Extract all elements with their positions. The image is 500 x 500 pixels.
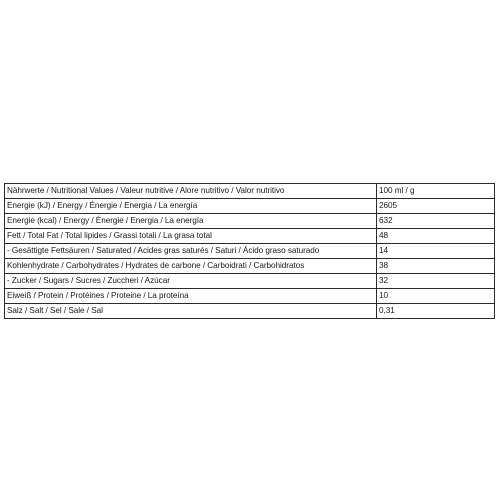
row-value: 2605 [377, 199, 495, 214]
row-label: Energie (kJ) / Energy / Énergie / Energia / La energía [5, 199, 377, 214]
row-value: 10 [377, 289, 495, 304]
row-value: 0,31 [377, 304, 495, 319]
table-row-sugars [5, 274, 495, 289]
table-row-fat [5, 229, 495, 244]
row-value: 632 [377, 214, 495, 229]
row-value: 38 [377, 259, 495, 274]
row-value: 32 [377, 274, 495, 289]
row-value: 48 [377, 229, 495, 244]
nutrition-table [4, 183, 495, 319]
row-label: - Zucker / Sugars / Sucres / Zuccheri / Azúcar [5, 274, 377, 289]
table-row-carbohydrates [5, 259, 495, 274]
row-label: Nährwerte / Nutritional Values / Valeur nutritive / Alore nutritivo / Valor nutritivo [5, 184, 377, 199]
table-row-salt [5, 304, 495, 319]
row-value: 100 ml / g [377, 184, 495, 199]
table-row-saturated [5, 244, 495, 259]
table-row-header [5, 184, 495, 199]
row-label: - Gesättigte Fettsäuren / Saturated / Acides gras saturés / Saturi / Ácido graso saturado [5, 244, 377, 259]
row-label: Fett / Total Fat / Total lipides / Grassi totali / La grasa total [5, 229, 377, 244]
table-row-protein [5, 289, 495, 304]
table-row-energy-kj [5, 199, 495, 214]
row-label: Salz / Salt / Sel / Sale / Sal [5, 304, 377, 319]
row-label: Eiweiß / Protein / Protéines / Proteine / La proteína [5, 289, 377, 304]
row-label: Kohlenhydrate / Carbohydrates / Hydrates de carbone / Carboidrati / Carbohidratos [5, 259, 377, 274]
row-value: 14 [377, 244, 495, 259]
table-row-energy-kcal [5, 214, 495, 229]
row-label: Energie (kcal) / Energy / Énergie / Energia / La energía [5, 214, 377, 229]
